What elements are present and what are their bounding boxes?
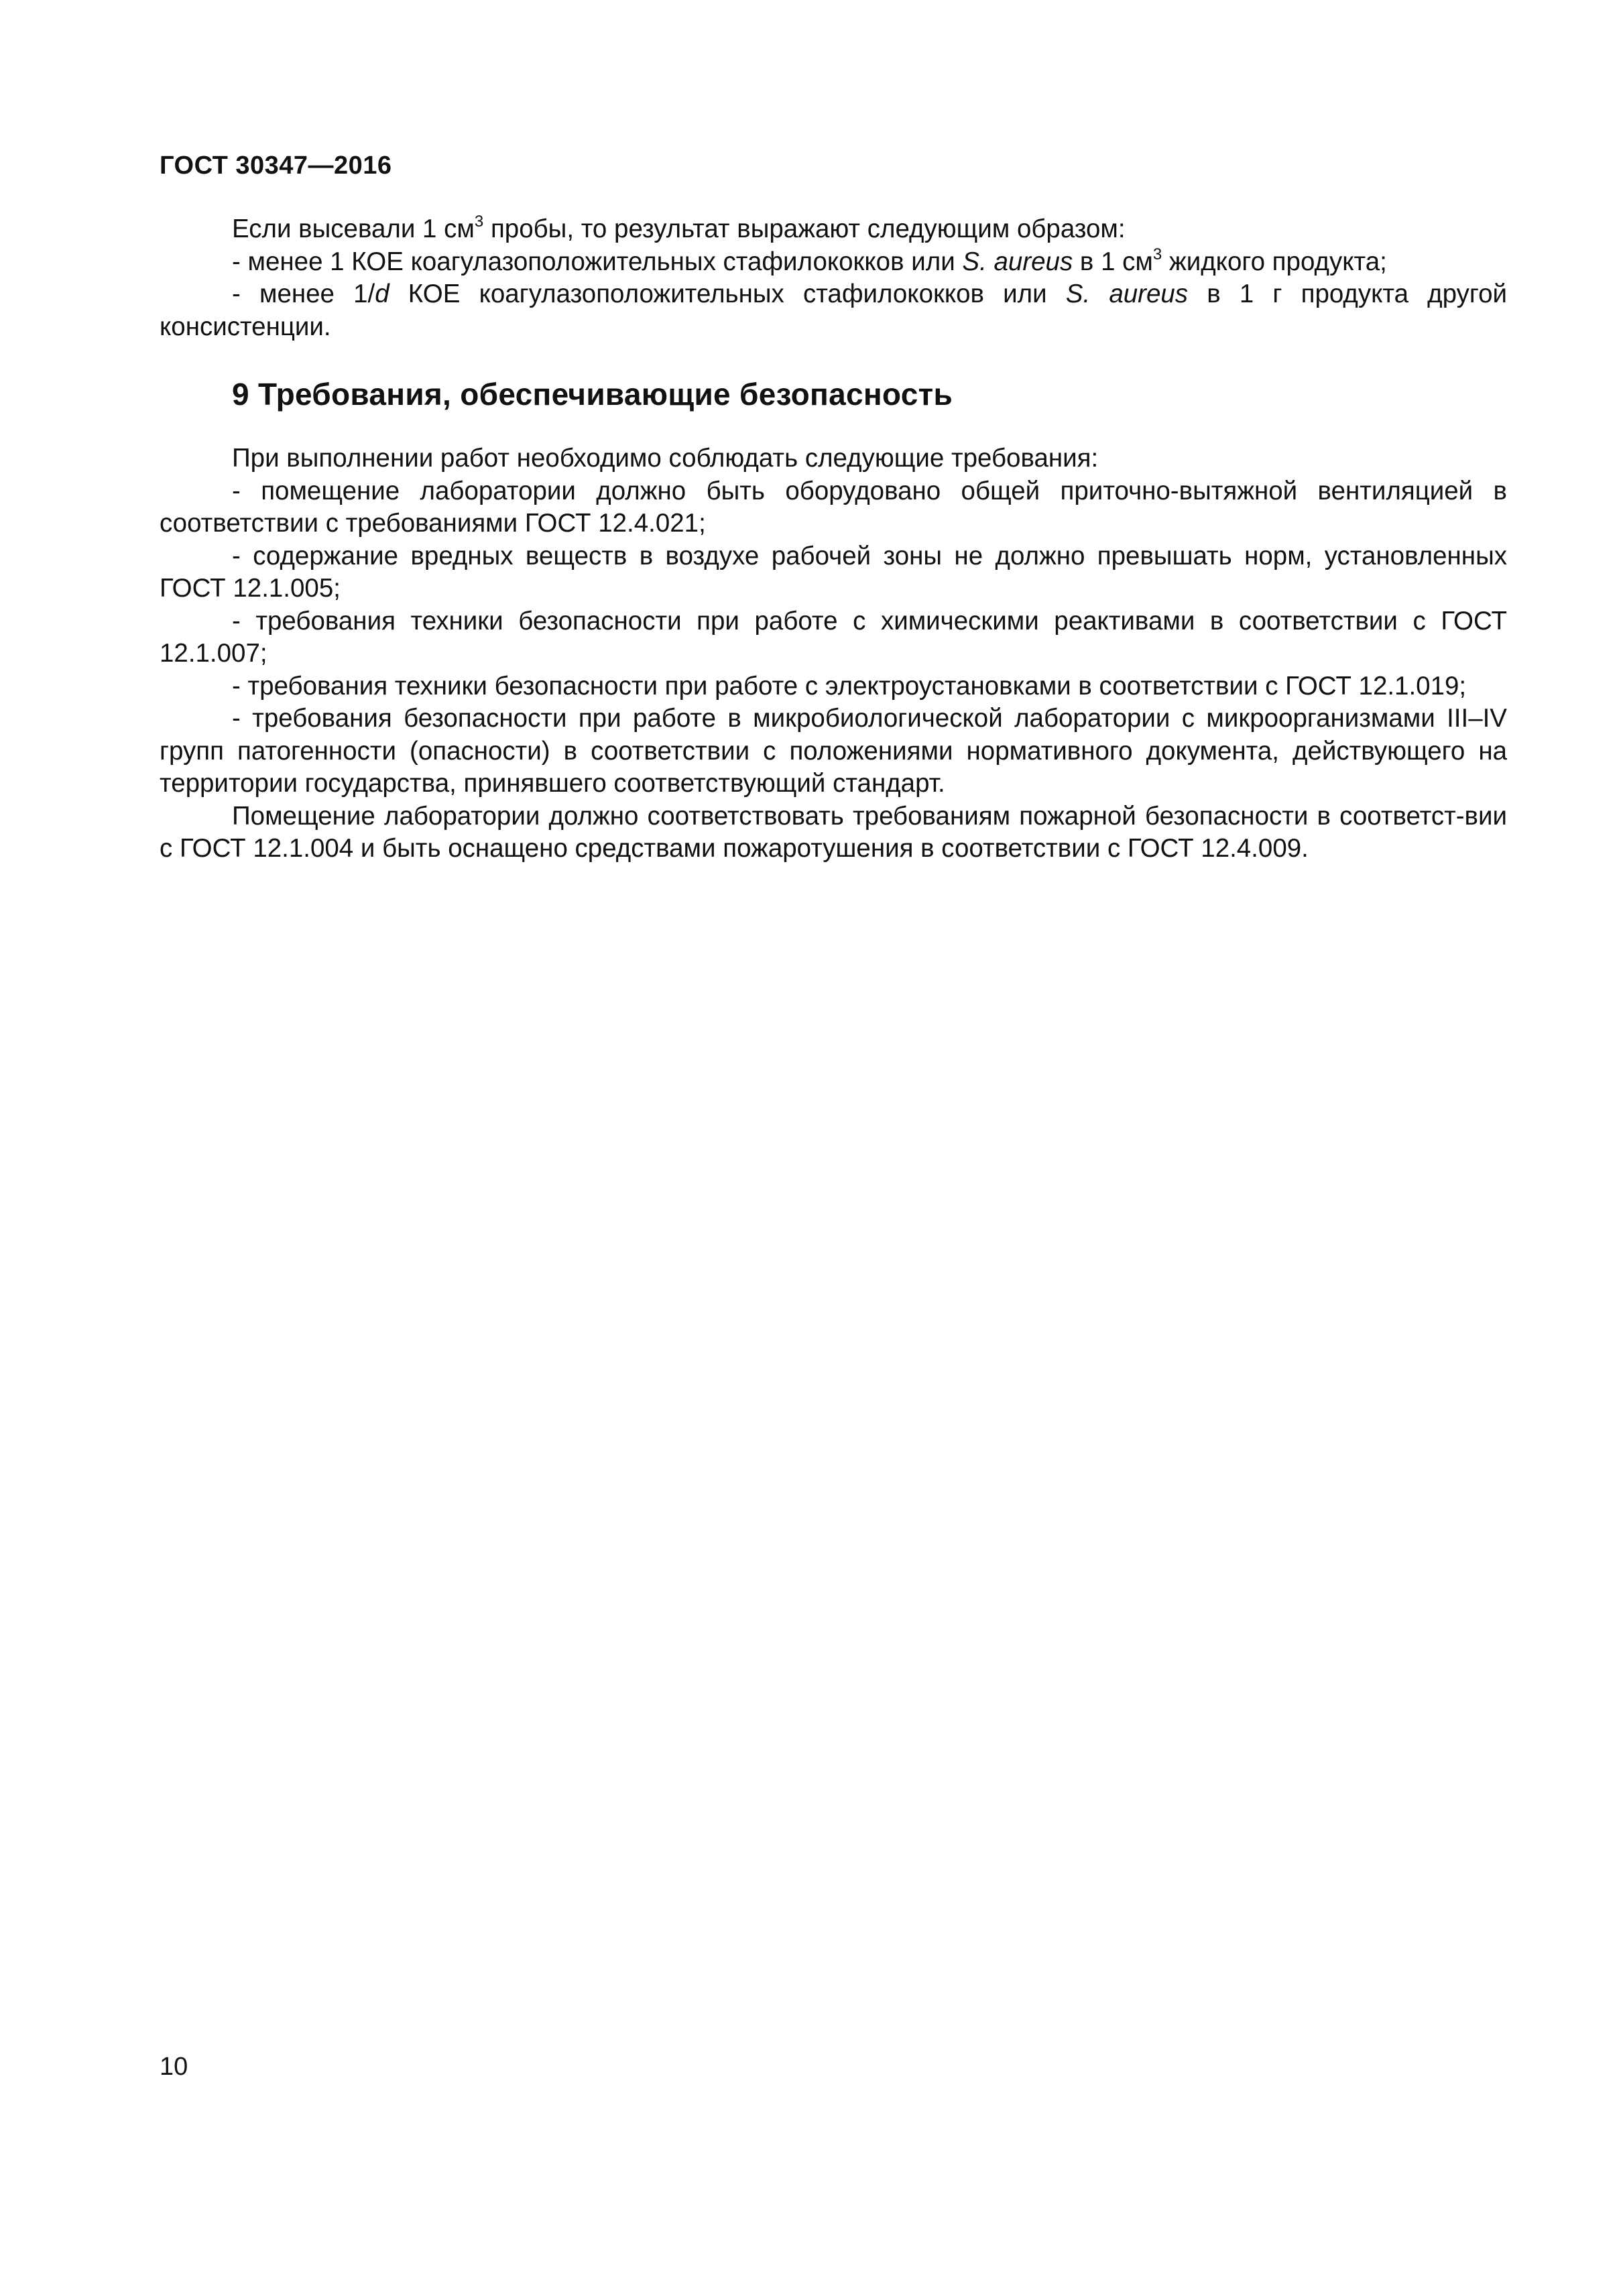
results-item-2: - менее 1/d КОЕ коагулазоположительных стафилококков или S. aureus в 1 г продукта другой консистенции.	[160, 280, 1507, 341]
requirement-electrical-safety: - требования техники безопасности при работе с электроустановками в соответствии с ГОСТ 12.1.019;	[232, 671, 1467, 701]
page-number: 10	[160, 2053, 188, 2081]
requirement-microbiological-safety: - требования безопасности при работе в микробиологической лаборатории с микроорганизмами III–IV групп патогенности (опасности) в соответствии с положениями нормативного документа, действующего на территории государства, принявшего соответствующий стандарт.	[160, 704, 1507, 798]
requirement-ventilation: - помещение лаборатории должно быть оборудовано общей приточно-вытяжной вентиляцией в соответствии с требованиями ГОСТ 12.4.021;	[160, 476, 1507, 538]
document-code: ГОСТ 30347—2016	[160, 152, 392, 180]
section-9-intro: При выполнении работ необходимо соблюдать следующие требования:	[232, 444, 1099, 473]
results-intro: Если высевали 1 $см^3$ пробы, то результат выражают следующим образом:	[232, 213, 1126, 243]
page-content	[160, 213, 1507, 865]
results-item-1: - менее 1 КОЕ коагулазоположительных стафилококков или S. aureus в 1 $см^3$ жидкого продукта;	[232, 245, 1387, 276]
requirement-fire-safety: Помещение лаборатории должно соответствовать требованиям пожарной безопасности в соответст-вии с ГОСТ 12.1.004 и быть оснащено средствами пожаротушения в соответствии с ГОСТ 12.4.009.	[160, 801, 1507, 863]
section-9-heading: 9 Требования, обеспечивающие безопасность	[232, 377, 953, 412]
requirement-chemical-safety: - требования техники безопасности при работе с химическими реактивами в соответствии с ГОСТ 12.1.007;	[160, 606, 1507, 668]
requirement-harmful-substances: - содержание вредных веществ в воздухе рабочей зоны не должно превышать норм, установленных ГОСТ 12.1.005;	[160, 541, 1507, 603]
